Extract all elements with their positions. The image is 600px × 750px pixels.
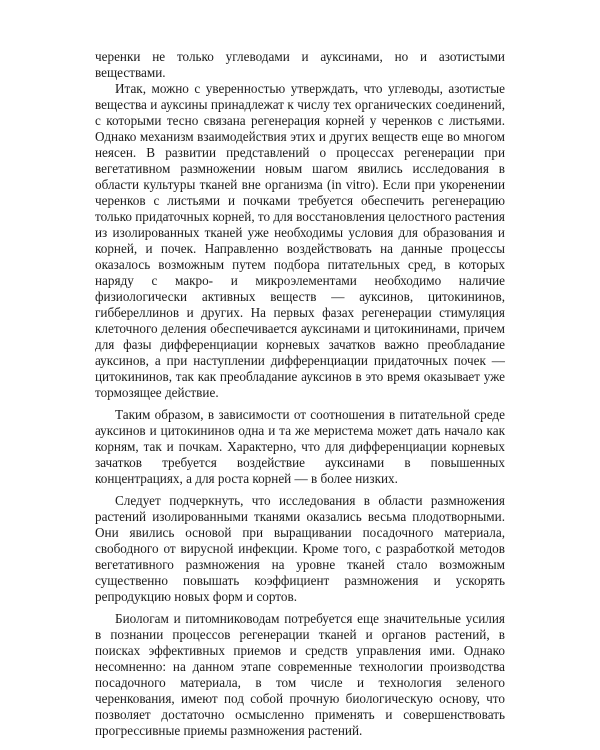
paragraph-conclusion: Биологам и питомниководам потребуется еще значительные усилия в познании процессов регенерации тканей и органов растений, в поисках эффективных приемов и средств управления ими. Однако несомненно: на данном этапе современные технологии производства посадочного материала, в том числе и технология зеленого черенкования, имеют под собой прочную биологическую основу, что позволяет достаточно осмысленно применять и совершенствовать прогрессивные приемы размножения растений. bbox=[95, 611, 505, 738]
paragraph-tissue-culture-results: Следует подчеркнуть, что исследования в области размножения растений изолированными тканями оказались весьма плодотворными. Они явились основой при выращивании посадочного материала, свободного от вирусной инфекции. Кроме того, с разработкой методов вегетативного размножения на уровне тканей стало возможным существенно повышать коэффициент размножения и ускорять репродукцию новых форм и сортов. bbox=[95, 493, 505, 604]
paragraph-regeneration-mechanisms: Итак, можно с уверенностью утверждать, что углеводы, азотистые вещества и ауксины принадлежат к числу тех органических соединений, с которыми тесно связана регенерация корней у черенков с листьями. Однако механизм взаимодействия этих и других веществ еще во многом неясен. В развитии представлений о процессах регенерации при вегетативном размножении новым шагом явились исследования в области культуры тканей вне организма (in vitro). Если при укоренении черенков с листьями и почками требуется обеспечить регенерацию только придаточных корней, то для восстановления целостного растения из изолированных тканей уже необходимы условия для образования и корней, и почек. Направленно воздействовать на данные процессы оказалось возможным путем подбора питательных сред, в которых наряду с макро- и микроэлементами необходимо наличие физиологически активных веществ — ауксинов, цитокининов, гиббереллинов и других. На первых фазах регенерации стимуляция клеточного деления обеспечивается ауксинами и цитокининами, причем для фазы дифференциации корневых зачатков важно преобладание ауксинов, а при наступлении дифференциации придаточных почек — цитокининов, так как преобладание ауксинов в это время оказывает уже тормозящее действие. bbox=[95, 81, 505, 400]
paragraph-auxin-cytokinin-ratio: Таким образом, в зависимости от соотношения в питательной среде ауксинов и цитокининов одна и та же меристема может дать начало как корням, так и почкам. Характерно, что для дифференциации корневых зачатков требуется воздействие ауксинами в повышенных концентрациях, а для роста корней — в более низких. bbox=[95, 407, 505, 486]
paragraph-continued: черенки не только углеводами и ауксинами, но и азотистыми веществами. bbox=[95, 49, 505, 80]
